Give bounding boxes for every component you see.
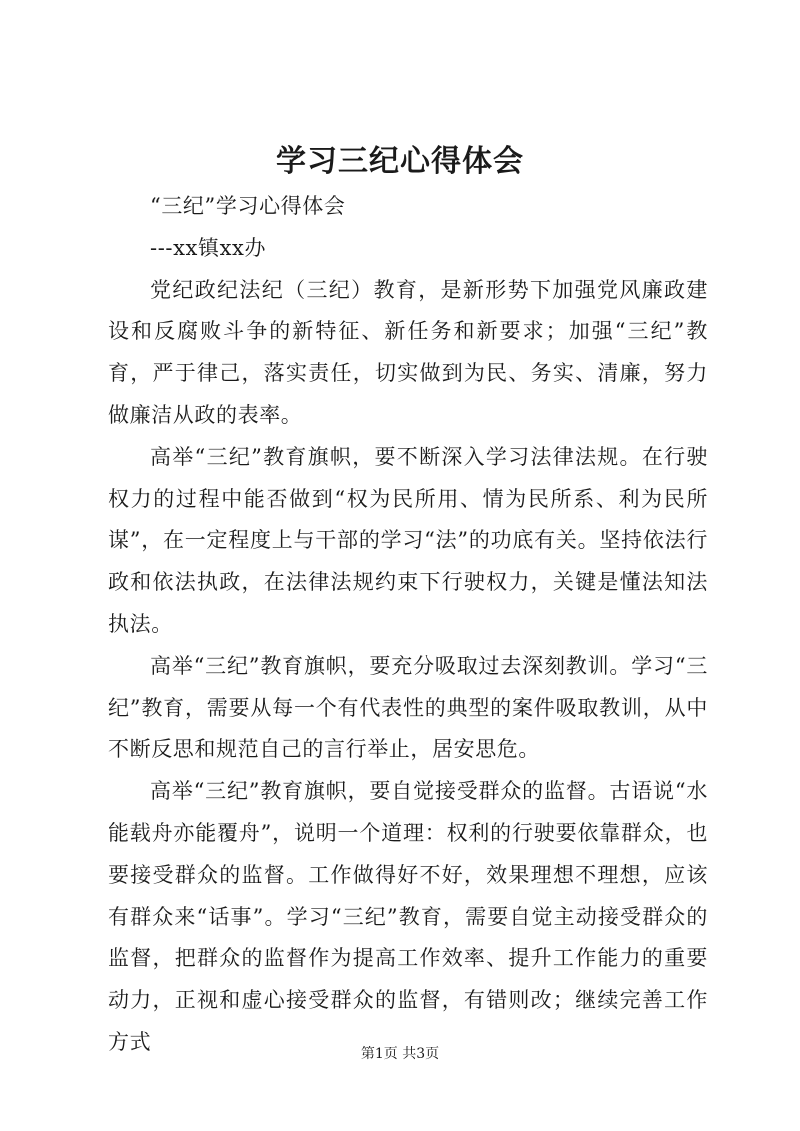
document-body (108, 186, 708, 1064)
paragraph: 党纪政纪法纪（三纪）教育，是新形势下加强党风廉政建设和反腐败斗争的新特征、新任务和新要求；加强“三纪”教育，严于律己，落实责任，切实做到为民、务实、清廉，努力做廉洁从政的表率。 (108, 277, 708, 427)
paragraph: 高举“三纪”教育旗帜，要充分吸取过去深刻教训。学习“三纪”教育，需要从每一个有代表性的典型的案件吸取教训，从中不断反思和规范自己的言行举止，居安思危。 (108, 653, 708, 762)
page-footer: 第1页 共3页 (360, 1046, 440, 1062)
paragraph: 高举“三纪”教育旗帜，要不断深入学习法律法规。在行驶权力的过程中能否做到“权为民所用、情为民所系、利为民所谋”，在一定程度上与干部的学习“法”的功底有关。坚持依法行政和依法执政，在法律法规约束下行驶权力，关键是懂法知法执法。 (108, 444, 708, 636)
document-title: 学习三纪心得体会 (276, 144, 524, 179)
subtitle: “三纪”学习心得体会 (150, 194, 346, 218)
paragraph: 高举“三纪”教育旗帜，要自觉接受群众的监督。古语说“水能载舟亦能覆舟”，说明一个道理：权利的行驶要依靠群众，也要接受群众的监督。工作做得好不好，效果理想不理想，应该有群众来“话事”。学习“三纪”教育，需要自觉主动接受群众的监督，把群众的监督作为提高工作效率、提升工作能力的重要动力，正视和虚心接受群众的监督，有错则改；继续完善工作方式 (108, 779, 708, 1054)
author-line: ---xx镇xx办 (150, 235, 267, 260)
